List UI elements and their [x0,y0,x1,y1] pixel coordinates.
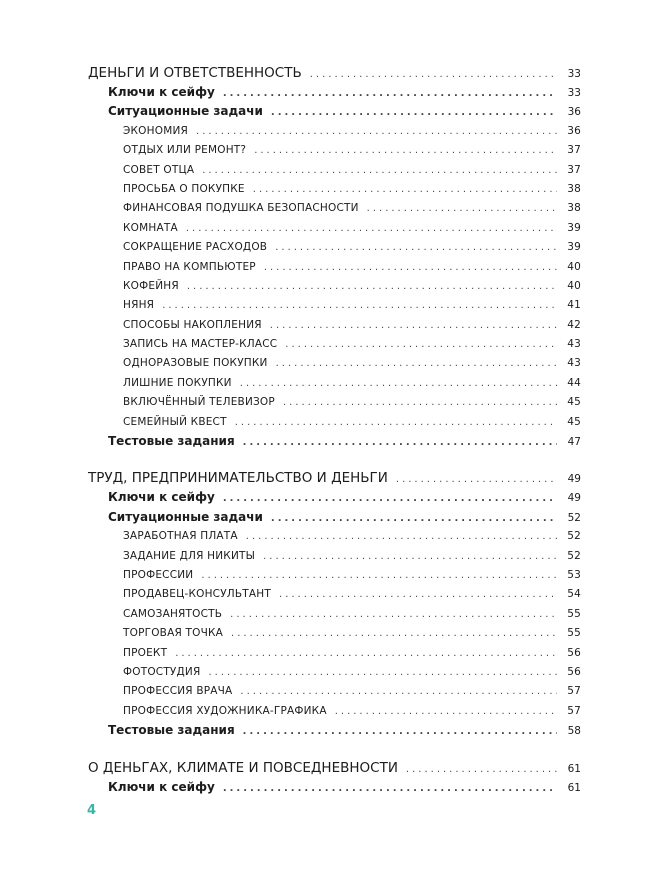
toc-entry-title: ВКЛЮЧЁННЫЙ ТЕЛЕВИЗОР [123,396,275,409]
toc-entry-title: ТРУД, ПРЕДПРИНИМАТЕЛЬСТВО И ДЕНЬГИ [88,470,388,487]
section-gap [88,451,581,468]
toc-entry-page: 47 [567,436,581,449]
toc-entry-page: 33 [567,87,581,99]
toc-entry-page: 54 [567,588,581,601]
toc-entry-title: ПРОФЕССИЯ ВРАЧА [123,685,233,698]
dot-leader [231,624,557,643]
toc-entry-page: 52 [567,530,581,543]
toc-entry-page: 38 [567,202,581,215]
dot-leader [335,702,557,721]
dot-leader [264,258,557,277]
toc-entry-title: Ситуационные задачи [108,104,263,119]
toc-entry-page: 55 [567,627,581,640]
toc-entry-title: Ключи к сейфу [108,490,215,505]
toc-item [88,413,581,432]
toc-entry-page: 53 [567,568,581,581]
toc-entry-page: 45 [567,396,581,409]
toc-entry-title: СПОСОБЫ НАКОПЛЕНИЯ [123,318,262,331]
toc-item [88,277,581,296]
toc-entry-title: КОФЕЙНЯ [123,279,179,292]
toc-entry-title: СЕМЕЙНЫЙ КВЕСТ [123,415,227,428]
toc-item [88,199,581,218]
toc-subsection [88,83,581,102]
toc-entry-page: 40 [567,260,581,273]
dot-leader [223,779,557,798]
toc-entry-title: ПРОЕКТ [123,646,168,659]
toc-entry-title: Тестовые задания [108,723,235,738]
dot-leader [406,760,557,780]
toc-entry-page: 38 [567,182,581,195]
dot-leader [246,527,557,546]
section-gap [88,741,581,758]
toc-entry-page: 43 [567,357,581,370]
dot-leader [175,644,557,663]
dot-leader [253,180,557,199]
dot-leader [235,413,557,432]
toc-subsection [88,102,581,121]
toc-entry-page: 49 [567,473,581,486]
dot-leader [310,65,557,85]
toc-entry-title: ФОТОСТУДИЯ [123,665,201,678]
toc-entry-title: О ДЕНЬГАХ, КЛИМАТЕ И ПОВСЕДНЕВНОСТИ [88,759,398,776]
toc-entry-page: 57 [567,685,581,698]
dot-leader [367,199,557,218]
toc-item [88,393,581,412]
toc-item [88,161,581,180]
toc-entry-title: СОВЕТ ОТЦА [123,163,195,176]
toc-item [88,566,581,585]
toc-item [88,374,581,393]
dot-leader [196,122,557,141]
toc-entry-page: 40 [567,279,581,292]
toc-item [88,354,581,373]
toc-entry-title: НЯНЯ [123,299,155,312]
toc-entry-page: 43 [567,338,581,351]
toc-entry-page: 37 [567,163,581,176]
dot-leader [243,433,557,452]
toc-item [88,238,581,257]
dot-leader [208,663,557,682]
dot-leader [187,277,557,296]
dot-leader [271,103,557,122]
toc-item [88,624,581,643]
dot-leader [186,219,557,238]
toc-entry-page: 45 [567,415,581,428]
toc-entry-title: Ключи к сейфу [108,85,215,99]
toc-item [88,605,581,624]
toc-entry-title: ЗАДАНИЕ ДЛЯ НИКИТЫ [123,549,256,562]
table-of-contents [88,63,581,797]
toc-item [88,585,581,604]
dot-leader [270,316,557,335]
dot-leader [285,335,557,354]
toc-entry-title: СОКРАЩЕНИЕ РАСХОДОВ [123,241,268,254]
toc-entry-page: 49 [567,492,581,505]
toc-entry-page: 36 [567,106,581,119]
toc-section [88,63,581,83]
toc-entry-page: 58 [567,725,581,738]
toc-item [88,316,581,335]
toc-entry-page: 56 [567,665,581,678]
dot-leader [271,509,557,528]
toc-entry-page: 57 [567,704,581,717]
dot-leader [243,722,557,741]
dot-leader [275,238,557,257]
toc-item [88,141,581,160]
toc-entry-page: 56 [567,646,581,659]
toc-entry-title: Ситуационные задачи [108,509,263,524]
toc-entry-title: ПРОФЕССИЯ ХУДОЖНИКА-ГРАФИКА [123,704,327,717]
dot-leader [279,585,557,604]
toc-entry-page: 36 [567,124,581,137]
dot-leader [223,84,557,103]
toc-entry-page: 44 [567,376,581,389]
dot-leader [230,605,557,624]
toc-entry-page: 33 [567,68,581,80]
toc-entry-page: 41 [567,299,581,312]
toc-entry-title: ПРОДАВЕЦ-КОНСУЛЬТАНТ [123,588,272,601]
toc-entry-page: 52 [567,549,581,562]
toc-item [88,258,581,277]
toc-entry-title: ПРОФЕССИИ [123,568,194,581]
toc-entry-title: ЛИШНИЕ ПОКУПКИ [123,376,232,389]
dot-leader [223,489,557,508]
toc-item [88,122,581,141]
toc-entry-page: 61 [567,762,581,775]
toc-entry-title: КОМНАТА [123,221,178,234]
toc-item [88,296,581,315]
toc-item [88,547,581,566]
toc-entry-title: ОТДЫХ ИЛИ РЕМОНТ? [123,144,247,157]
toc-item [88,702,581,721]
page-number: 4 [87,803,97,818]
dot-leader [202,161,557,180]
dot-leader [283,393,557,412]
dot-leader [240,374,557,393]
toc-entry-title: ОДНОРАЗОВЫЕ ПОКУПКИ [123,357,268,370]
dot-leader [263,547,557,566]
toc-entry-title: ТОРГОВАЯ ТОЧКА [123,627,224,640]
toc-entry-title: ЭКОНОМИЯ [123,124,189,137]
toc-item [88,527,581,546]
toc-entry-title: Тестовые задания [108,434,235,449]
toc-subsection [88,432,581,451]
toc-item [88,682,581,701]
toc-entry-page: 37 [567,144,581,157]
dot-leader [276,354,557,373]
toc-item [88,663,581,682]
toc-entry-page: 39 [567,221,581,234]
toc-item [88,219,581,238]
toc-subsection [88,778,581,797]
dot-leader [201,566,557,585]
toc-subsection [88,488,581,507]
toc-entry-title: ФИНАНСОВАЯ ПОДУШКА БЕЗОПАСНОСТИ [123,202,359,215]
dot-leader [162,296,557,315]
toc-item [88,335,581,354]
toc-entry-page: 39 [567,241,581,254]
toc-entry-page: 61 [567,781,581,794]
dot-leader [254,141,557,160]
dot-leader [240,682,557,701]
toc-entry-title: ЗАПИСЬ НА МАСТЕР-КЛАСС [123,338,278,351]
toc-entry-title: ПРОСЬБА О ПОКУПКЕ [123,182,245,195]
toc-section [88,758,581,778]
toc-entry-title: ЗАРАБОТНАЯ ПЛАТА [123,530,238,543]
toc-subsection [88,721,581,740]
toc-entry-title: ДЕНЬГИ И ОТВЕТСТВЕННОСТЬ [88,65,302,81]
dot-leader [396,470,557,490]
toc-entry-page: 42 [567,318,581,331]
toc-entry-title: Ключи к сейфу [108,779,215,794]
toc-subsection [88,508,581,527]
toc-entry-title: ПРАВО НА КОМПЬЮТЕР [123,260,256,273]
toc-entry-title: САМОЗАНЯТОСТЬ [123,607,223,620]
toc-section [88,468,581,488]
toc-item [88,180,581,199]
toc-entry-page: 55 [567,607,581,620]
toc-entry-page: 52 [567,511,581,524]
toc-item [88,644,581,663]
